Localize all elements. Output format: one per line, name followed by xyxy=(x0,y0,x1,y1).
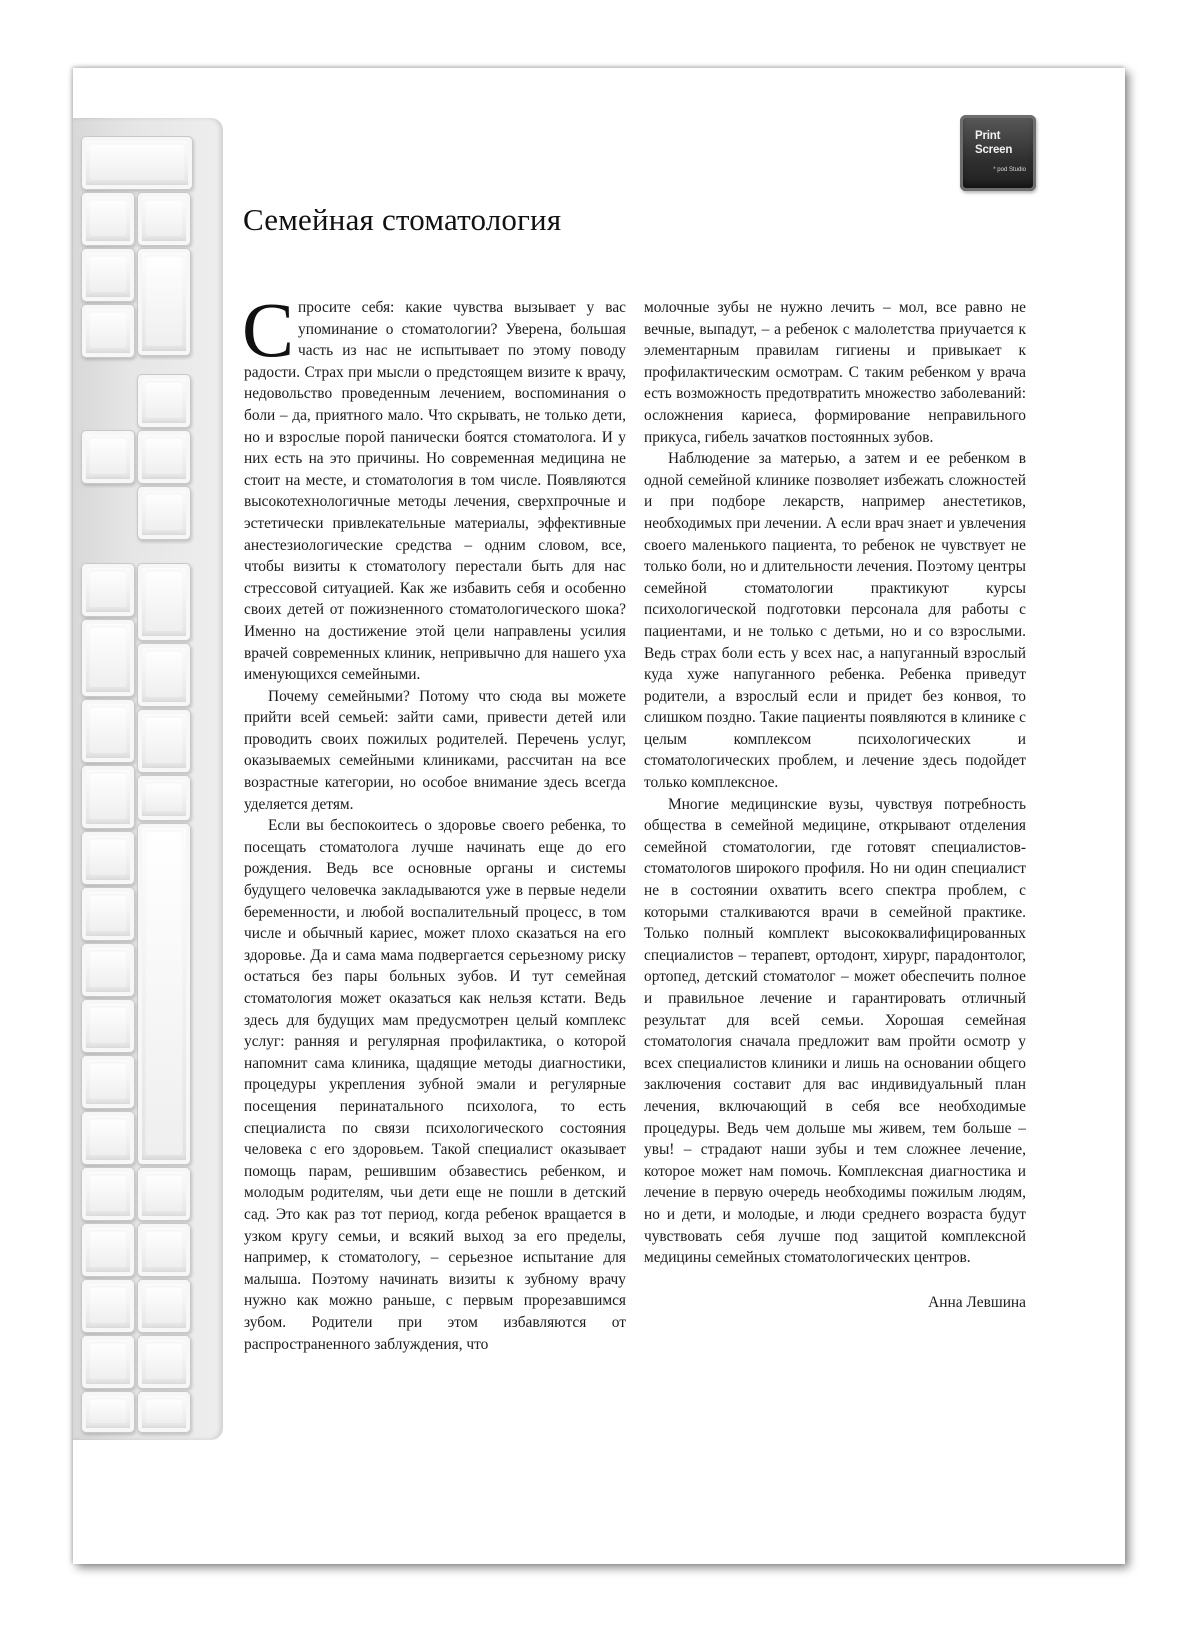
keyboard-key xyxy=(81,304,135,358)
keyboard-key xyxy=(137,709,191,773)
keyboard-key xyxy=(137,1335,191,1389)
logo-line-1: Print xyxy=(975,130,1001,142)
keyboard-key xyxy=(137,374,191,428)
keyboard-key xyxy=(137,430,191,484)
keyboard-key xyxy=(81,1223,135,1277)
keyboard-key xyxy=(137,192,191,246)
keyboard-key xyxy=(81,1167,135,1221)
keyboard-key xyxy=(81,765,135,829)
keyboard-key xyxy=(137,1391,191,1433)
article-paragraph: Наблюдение за матерью, а затем и ее ребенком в одной семейной клинике позволяет избежать сложностей и при подборе лекарств, например анестетиков, необходимых при лечении. А если врач знает и увлечения своего маленького пациента, то ребенок не чувствует не только боли, но и длительности лечения. Поэтому центры семейной стоматологии практикуют курсы психологической подготовки персонала для работы с пациентами, и не только с детьми, но и со взрослыми. Ведь страх боли есть у всех нас, а напуганный взрослый куда хуже напуганного ребенка. Ребенка приведут родители, а взрослый если и придет без конвоя, то слишком поздно. Такие пациенты появляются в клинике с целым комплексом психологических и стоматологических проблем, и лечение здесь подойдет только комплексное. xyxy=(644,450,1026,792)
keyboard-key xyxy=(137,643,191,707)
article-column-right xyxy=(644,297,1026,1313)
magazine-page xyxy=(73,68,1125,1564)
drop-cap: С xyxy=(242,286,295,373)
article-paragraph: молочные зубы не нужно лечить – мол, все равно не вечные, выпадут, – а ребенок с малолетства приучается к элементарным правилам гигиены и привыкает к профилактическим осмотрам. С таким ребенком у врача есть возможность предотвратить множество заболеваний: осложнения кариеса, формирование неправильного прикуса, гибель зачатков постоянных зубов. xyxy=(644,299,1026,446)
keyboard-key xyxy=(81,1335,135,1389)
keyboard-key xyxy=(81,1055,135,1109)
keyboard-key xyxy=(81,699,135,763)
keyboard-key xyxy=(81,192,135,246)
keyboard-key xyxy=(137,1167,191,1221)
keyboard-key xyxy=(81,943,135,997)
article-column-left xyxy=(242,286,626,1355)
print-screen-logo xyxy=(960,115,1036,191)
article-paragraph: Если вы беспокоитесь о здоровье своего ребенка, то посещать стоматолога лучше начинать еще до его рождения. Ведь все основные органы и системы будущего человечка закладываются уже в первые недели беременности, и любой воспалительный процесс, в том числе и обычный кариес, может плохо сказаться на его здоровье. Да и сама мама подвергается серьезному риску остаться без пары больных зубов. И тут семейная стоматология может оказаться как нельзя кстати. Ведь здесь для будущих мам предусмотрен целый комплекс услуг: ранняя и регулярная профилактика, о которой напомнит сама клиника, щадящие методы диагностики, процедуры укрепления зубной эмали и регулярные посещения перинатального психолога, то есть специалиста по связи психологического состояния человека с его здоровьем. Такой специалист оказывает помощь парам, решившим обзавестись ребенком, и молодым родителям, чьи дети еще не пошли в детский сад. Это как раз тот период, когда ребенок вращается в узком кругу семьи, и всякий выход за его пределы, например, к стоматологу, – серьезное испытание для малыша. Поэтому начинать визиты к зубному врачу нужно как можно раньше, с первым прорезавшимся зубом. Родители при этом избавляются от распространенного заблуждения, что xyxy=(244,817,626,1353)
keyboard-key xyxy=(81,999,135,1053)
keyboard-key xyxy=(137,563,191,641)
keyboard-key xyxy=(81,430,135,484)
keyboard-key xyxy=(81,619,135,697)
keyboard-key xyxy=(81,1279,135,1333)
keyboard-key xyxy=(81,248,135,302)
keyboard-key xyxy=(137,775,191,821)
logo-line-3: * pod Studio xyxy=(993,167,1026,173)
article-paragraph: Почему семейными? Потому что сюда вы можете прийти всей семьей: зайти сами, привести детей или проводить своих пожилых родителей. Перечень услуг, оказываемых семейными клиниками, рассчитан на все возрастные категории, но особое внимание здесь всегда уделяется детям. xyxy=(244,687,626,813)
keyboard-key xyxy=(137,486,191,540)
keyboard-key xyxy=(137,1279,191,1333)
logo-line-2: Screen xyxy=(975,144,1013,156)
paragraph-text: просите себя: какие чувства вызывает у вас упоминание о стоматологии? Уверена, большая часть из нас не испытывает по этому поводу радости. Страх при мысли о предстоящем визите к врачу, недовольство проведенным лечением, воспоминания о боли – да, приятного мало. Что скрывать, не только дети, но и взрослые порой панически боятся стоматолога. И у них есть на это причины. Но современная медицина не стоит на месте, и стоматология в том числе. Появляются высокотехнологичные методы лечения, сверхпрочные и эстетически привлекательные материалы, эффективные анестезиологические средства – одним словом, все, чтобы визиты к стоматологу перестали быть для нас стрессовой ситуацией. Как же избавить себя и особенно своих детей от пожизненного стоматологического шока? Именно на достижение этой цели направлены усилия врачей современных клиник, непривычно для нашего уха именующихся семейными. xyxy=(244,299,626,684)
article-paragraph xyxy=(242,286,626,686)
keyboard-key xyxy=(137,248,191,356)
article-author: Анна Левшина xyxy=(928,1293,1026,1311)
keyboard-key xyxy=(81,887,135,941)
keyboard-key xyxy=(81,136,193,190)
keyboard-key xyxy=(137,823,191,1165)
keyboard-key xyxy=(81,1391,135,1433)
keyboard-key xyxy=(81,1111,135,1165)
article-title: Семейная стоматология xyxy=(243,202,562,237)
keyboard-key xyxy=(137,1223,191,1277)
article-paragraph: Многие медицинские вузы, чувствуя потребность общества в семейной медицине, открывают отделения семейной стоматологии, где готовят специалистов-стоматологов широкого профиля. Но ни один специалист не в состоянии охватить всего спектра проблем, с которыми сталкиваются врачи в семейной практике. Только полный комплект высококвалифицированных специалистов – терапевт, ортодонт, хирург, парадонтолог, ортопед, детский стоматолог – может обеспечить полное и правильное лечение и гарантировать отличный результат для всей семьи. Хорошая семейная стоматология сначала предложит вам пройти осмотр у всех специалистов клиники и лишь на основании общего заключения составит для вас индивидуальный план лечения, включающий в себя все необходимые процедуры. Ведь чем дольше мы живем, тем больше – увы! – страдают наши зубы и тем сложнее лечение, которое может нам помочь. Комплексная диагностика и лечение в первую очередь необходимы пожилым людям, но и дети, и молодые, и люди среднего возраста будут чувствовать себя лучше под защитой комплексной медицины семейных стоматологических центров. xyxy=(644,795,1026,1267)
keyboard-key xyxy=(81,563,135,617)
keyboard-key xyxy=(81,831,135,885)
keyboard-illustration xyxy=(73,118,223,1440)
